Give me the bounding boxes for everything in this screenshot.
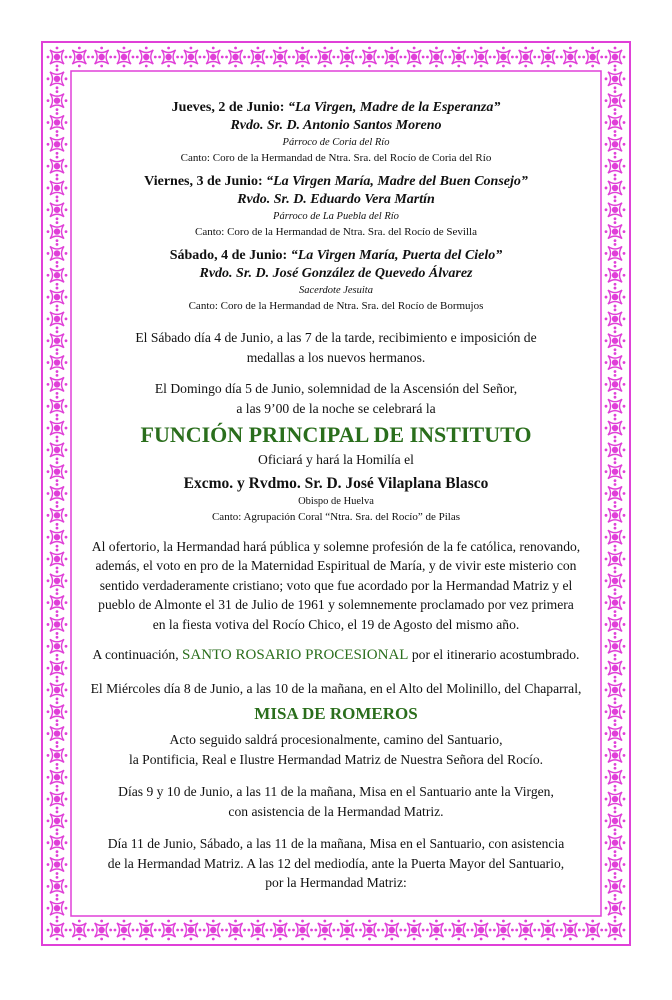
recibimiento-paragraph — [70, 328, 602, 367]
rosario-before: A continuación, — [92, 647, 183, 662]
preacher-name: Rvdo. Sr. D. José González de Quevedo Álvarez — [199, 266, 473, 281]
paragraph-line: por la Hermandad Matriz: — [265, 875, 407, 890]
day-date: Jueves, 2 de Junio: — [171, 100, 285, 115]
paragraph-line: sentido verdaderamente cristiano; voto que fue acordado por la Hermandad Matriz y el — [99, 577, 573, 593]
dia-11-paragraph — [70, 834, 602, 893]
paragraph-line: Días 9 y 10 de Junio, a las 11 de la mañana, Misa en el Santuario ante la Virgen, — [118, 784, 554, 799]
paragraph-line: la Pontificia, Real e Ilustre Hermandad Matriz de Nuestra Señora del Rocío. — [128, 751, 544, 767]
day-date: Viernes, 3 de Junio: — [144, 174, 263, 189]
rosario-highlight: SANTO ROSARIO PROCESIONAL — [182, 647, 409, 663]
day-entry-3 — [70, 246, 602, 314]
paragraph-line: con asistencia de la Hermandad Matriz. — [228, 803, 444, 819]
day-entry-1 — [70, 98, 602, 166]
dias-9-10-paragraph — [70, 782, 602, 821]
paragraph-line: de la Hermandad Matriz. A las 12 del mediodía, ante la Puerta Mayor del Santuario, — [107, 855, 565, 871]
rosario-line — [70, 645, 602, 666]
canto-line: Canto: Coro de la Hermandad de Ntra. Sra. del Rocío de Sevilla — [195, 226, 477, 238]
paragraph-line: a las 9’00 de la noche se celebrará la — [236, 400, 436, 416]
domingo-paragraph — [70, 379, 602, 418]
miercoles-line: El Miércoles día 8 de Junio, a las 10 de la mañana, en el Alto del Molinillo, del Chaparral, — [90, 680, 582, 696]
preacher-role: Sacerdote Jesuita — [299, 285, 373, 296]
paragraph-line: pueblo de Almonte el 31 de Julio de 1961 y solemnemente proclamado por vez primera — [98, 597, 574, 612]
day-theme: “La Virgen, Madre de la Esperanza” — [287, 100, 501, 115]
day-date: Sábado, 4 de Junio: — [169, 248, 288, 263]
canto-line: Canto: Coro de la Hermandad de Ntra. Sra. del Rocío de Coria del Río — [180, 152, 492, 164]
ofertorio-paragraph — [70, 537, 602, 635]
funcion-title: FUNCIÓN PRINCIPAL DE INSTITUTO — [140, 422, 532, 447]
preacher-role: Párroco de Coria del Río — [282, 137, 390, 148]
day-heading — [70, 246, 602, 265]
oficiara-line: Oficiará y hará la Homilía el — [258, 452, 414, 467]
paragraph-line: El Domingo día 5 de Junio, solemnidad de la Ascensión del Señor, — [154, 381, 518, 396]
paragraph-line: en la fiesta votiva del Rocío Chico, el 19 de Agosto del mismo año. — [152, 616, 520, 632]
canto-line: Canto: Coro de la Hermandad de Ntra. Sra. del Rocío de Bormujos — [188, 300, 484, 312]
misa-title: MISA DE ROMEROS — [254, 704, 418, 723]
day-heading — [70, 172, 602, 191]
day-theme: “La Virgen María, Puerta del Cielo” — [290, 248, 503, 263]
day-entry-2 — [70, 172, 602, 240]
celebrant-role: Obispo de Huelva — [298, 495, 374, 507]
acto-paragraph — [70, 730, 602, 769]
document-body — [70, 98, 602, 893]
paragraph-line: además, el voto en pro de la Maternidad Espiritual de María, y de vivir este misterio con — [95, 558, 577, 573]
paragraph-line: El Sábado día 4 de Junio, a las 7 de la tarde, recibimiento e imposición de — [135, 330, 537, 345]
celebrant-name: Excmo. y Rvdmo. Sr. D. José Vilaplana Blasco — [183, 474, 489, 492]
funcion-canto: Canto: Agrupación Coral “Ntra. Sra. del Rocío” de Pilas — [211, 510, 461, 523]
preacher-name: Rvdo. Sr. D. Eduardo Vera Martín — [237, 192, 435, 207]
preacher-name: Rvdo. Sr. D. Antonio Santos Moreno — [230, 118, 442, 133]
paragraph-line: Al ofertorio, la Hermandad hará pública y solemne profesión de la fe católica, renovando, — [91, 538, 581, 554]
paragraph-line: Día 11 de Junio, Sábado, a las 11 de la mañana, Misa en el Santuario, con asistencia — [107, 836, 565, 851]
preacher-role: Párroco de La Puebla del Río — [273, 211, 399, 222]
rosario-after: por el itinerario acostumbrado. — [408, 647, 580, 662]
day-theme: “La Virgen María, Madre del Buen Consejo” — [266, 174, 528, 189]
paragraph-line: medallas a los nuevos hermanos. — [246, 349, 426, 365]
day-heading — [70, 98, 602, 117]
paragraph-line: Acto seguido saldrá procesionalmente, camino del Santuario, — [169, 732, 503, 747]
